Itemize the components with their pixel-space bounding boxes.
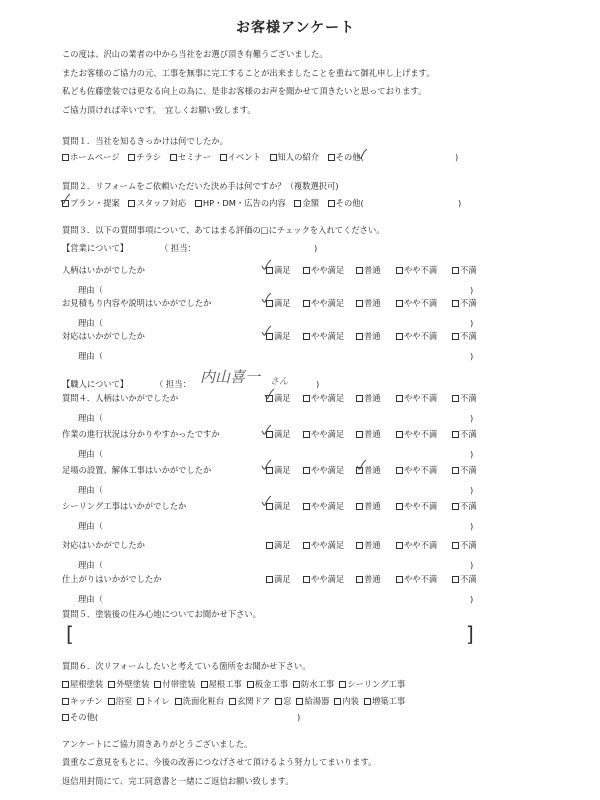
checkbox[interactable] [247, 681, 254, 688]
q2-option-plan[interactable]: プラン・提案 [62, 199, 120, 207]
reason-label: 理由（ [78, 285, 103, 295]
rating-option[interactable] [396, 430, 437, 438]
rating-option-label: やや満足 [311, 393, 345, 403]
q6-option-label: 付帯塗装 [162, 679, 196, 689]
checkbox[interactable] [452, 395, 459, 402]
reason-close: ) [470, 318, 474, 328]
rating-option[interactable] [303, 541, 344, 549]
q6-option-label: 屋根塗装 [70, 679, 104, 689]
checkbox[interactable] [356, 542, 363, 549]
q6-option[interactable] [293, 680, 334, 688]
checkbox[interactable] [303, 395, 310, 402]
checkbox[interactable] [175, 698, 182, 705]
reason-label: 理由（ [78, 560, 103, 570]
q6-option-label: 洗面化粧台 [182, 696, 225, 706]
rating-option[interactable] [303, 332, 344, 340]
q6-option-label: 板金工事 [254, 679, 289, 689]
reason-close: ) [470, 351, 474, 361]
reason-field[interactable] [110, 448, 460, 460]
closing-line-2: 貴重なご意見をもとに、今後の改善につなげさせて頂けるよう努力してまいります。 [62, 757, 377, 767]
checkbox[interactable] [452, 503, 459, 510]
rating-option-label: 不満 [460, 574, 477, 584]
rating-option-label: 普通 [364, 331, 381, 341]
q6-option[interactable] [275, 697, 291, 705]
checkbox[interactable] [62, 200, 69, 207]
reason-label: 理由（ [78, 449, 103, 459]
q6-option[interactable] [108, 680, 149, 688]
rating-option[interactable] [396, 575, 437, 583]
rating-option[interactable] [356, 466, 381, 474]
checkbox[interactable] [364, 698, 371, 705]
rating-option[interactable] [266, 266, 291, 274]
rating-option[interactable] [303, 299, 344, 307]
checkbox[interactable] [356, 503, 363, 510]
rating-row-label: 質問４．人柄はいかがでしたか [62, 393, 179, 403]
rating-option[interactable] [452, 541, 477, 549]
reason-close: ) [470, 413, 474, 423]
checkbox[interactable] [396, 467, 403, 474]
reason-label: 理由（ [78, 413, 103, 423]
checkbox[interactable] [452, 431, 459, 438]
page-title: お客様アンケート [236, 20, 356, 36]
rating-option-label: 満足 [274, 540, 291, 550]
rating-option[interactable] [396, 332, 437, 340]
rating-option-label: やや不満 [404, 574, 438, 584]
rating-option[interactable] [396, 466, 437, 474]
q6-option-label: 外壁塗装 [116, 679, 150, 689]
rating-option[interactable] [303, 502, 344, 510]
reason-close: ) [470, 560, 474, 570]
checkbox[interactable] [266, 503, 273, 510]
intro-line-1: この度は、沢山の業者の中から当社をお選び頂き有難うございました。 [62, 49, 328, 59]
reason-field[interactable] [110, 317, 460, 329]
rating-option-label: やや不満 [404, 540, 438, 550]
rating-option[interactable] [452, 299, 477, 307]
rating-option-label: 不満 [460, 465, 477, 475]
checkbox[interactable] [303, 467, 310, 474]
rating-option[interactable] [266, 502, 291, 510]
q5-answer-open-bracket: [ [66, 622, 74, 646]
rating-option-label: 満足 [274, 429, 291, 439]
q2-option-staff[interactable]: スタッフ対応 [128, 199, 186, 207]
q6-options-line-1 [62, 680, 410, 688]
checkbox[interactable] [296, 698, 303, 705]
rating-option[interactable] [303, 575, 344, 583]
checkbox[interactable] [396, 431, 403, 438]
checkbox[interactable] [170, 154, 177, 161]
checkbox[interactable] [195, 200, 202, 207]
reason-field[interactable] [110, 412, 460, 424]
checkbox[interactable] [266, 333, 273, 340]
rating-row-label: 足場の設置、解体工事はいかがでしたか [62, 465, 212, 475]
checkbox[interactable] [266, 542, 273, 549]
checkbox[interactable] [108, 698, 115, 705]
q1-option-flyer[interactable]: チラシ [128, 153, 161, 161]
rating-option-label: 満足 [274, 574, 291, 584]
reason-close: ) [470, 485, 474, 495]
checkbox[interactable] [266, 431, 273, 438]
reason-field[interactable] [110, 593, 460, 605]
q6-label: 質問６．次リフォームしたいと考えている箇所をお聞かせ下さい。 [62, 661, 311, 671]
q1-option-seminar[interactable]: セミナー [170, 153, 211, 161]
checkbox[interactable] [220, 154, 227, 161]
rating-option-label: 満足 [274, 298, 291, 308]
rating-option[interactable] [452, 502, 477, 510]
rating-option-label: やや不満 [404, 501, 438, 511]
q6-option[interactable] [229, 697, 270, 705]
q6-option[interactable] [137, 697, 169, 705]
rating-option[interactable] [266, 541, 291, 549]
checkbox[interactable] [396, 503, 403, 510]
rating-option-label: やや満足 [311, 265, 345, 275]
q1-options [62, 153, 370, 161]
rating-option-label: 満足 [274, 465, 291, 475]
closing-line-3: 返信用封筒にて、完工同意書と一緒にご返信お願い致します。 [62, 776, 294, 786]
rating-option-label: 満足 [274, 331, 291, 341]
rating-option[interactable] [266, 575, 291, 583]
sales-staff-label: （ 担当： [160, 243, 196, 253]
q2-option-price[interactable]: 金額 [294, 199, 319, 207]
q6-option-label: シーリング工事 [347, 679, 406, 689]
reason-close: ) [470, 521, 474, 531]
rating-option-label: やや不満 [404, 265, 438, 275]
checkbox[interactable] [339, 681, 346, 688]
checkbox[interactable] [266, 467, 273, 474]
rating-option-label: 満足 [274, 265, 291, 275]
intro-line-4: ご協力頂ければ幸いです。 宜しくお願い致します。 [62, 105, 256, 115]
q6-option-label: 玄関ドア [237, 696, 271, 706]
reason-label: 理由（ [78, 351, 103, 361]
sales-staff-close: ) [314, 243, 318, 253]
rating-option-label: 普通 [364, 540, 381, 550]
q1-option-event[interactable]: イベント [220, 153, 261, 161]
q6-option-label: 給湯器 [304, 696, 330, 706]
checkbox[interactable] [452, 300, 459, 307]
rating-option[interactable] [452, 266, 477, 274]
checkbox[interactable] [396, 267, 403, 274]
rating-option-label: 普通 [364, 501, 381, 511]
rating-option[interactable] [356, 502, 381, 510]
rating-option[interactable] [266, 394, 291, 402]
rating-option-label: やや満足 [311, 298, 345, 308]
rating-option[interactable] [356, 266, 381, 274]
q6-option[interactable] [339, 680, 405, 688]
rating-option[interactable] [266, 430, 291, 438]
rating-option[interactable] [266, 299, 291, 307]
rating-option[interactable] [452, 394, 477, 402]
q6-option-other[interactable]: その他( [62, 713, 98, 721]
checkbox[interactable] [396, 300, 403, 307]
reason-field[interactable] [110, 284, 460, 296]
checkbox[interactable] [266, 576, 273, 583]
rating-option-label: やや満足 [311, 465, 345, 475]
reason-label: 理由（ [78, 521, 103, 531]
rating-option[interactable] [396, 299, 437, 307]
q6-options-line-2 [62, 697, 410, 705]
checkbox[interactable] [396, 576, 403, 583]
checkbox[interactable] [128, 200, 135, 207]
rating-option[interactable] [303, 430, 344, 438]
checkbox[interactable] [294, 200, 301, 207]
checkbox[interactable] [452, 267, 459, 274]
rating-option[interactable] [452, 430, 477, 438]
rating-option[interactable] [396, 541, 437, 549]
rating-option[interactable] [356, 332, 381, 340]
rating-option[interactable] [356, 541, 381, 549]
q6-option-label: 防水工事 [301, 679, 335, 689]
rating-option-label: やや満足 [311, 429, 345, 439]
checkbox[interactable] [108, 681, 115, 688]
checkbox[interactable] [356, 267, 363, 274]
checkbox[interactable] [62, 681, 69, 688]
q1-option-other[interactable]: その他( [328, 153, 364, 161]
q6-option[interactable] [62, 680, 103, 688]
rating-option-label: 満足 [274, 393, 291, 403]
checkbox[interactable] [303, 503, 310, 510]
q1-other-close: ) [455, 152, 459, 162]
reason-label: 理由（ [78, 594, 103, 604]
rating-option-label: やや満足 [311, 540, 345, 550]
checkbox[interactable] [452, 467, 459, 474]
checkbox[interactable] [334, 698, 341, 705]
checkbox[interactable] [154, 681, 161, 688]
q6-option[interactable] [175, 697, 225, 705]
checkbox[interactable] [356, 300, 363, 307]
rating-option[interactable] [356, 575, 381, 583]
checkbox[interactable] [303, 542, 310, 549]
q2-other-close: ) [458, 198, 462, 208]
rating-option[interactable] [266, 466, 291, 474]
checkbox[interactable] [293, 681, 300, 688]
rating-option[interactable] [396, 266, 437, 274]
rating-option-label: 普通 [364, 393, 381, 403]
q6-option[interactable] [247, 680, 288, 688]
intro-line-2: またお客様のご協力の元、工事を無事に完工することが出来ましたことを重ねて御礼申し上げます。 [62, 68, 435, 78]
q3-label: 質問３．以下の質問事項について、あてはまる評価の□にチェックを入れてください。 [62, 225, 385, 235]
rating-option[interactable] [396, 502, 437, 510]
craft-section-header: 【職人について】 [62, 379, 129, 389]
q6-option[interactable] [154, 680, 195, 688]
rating-row-label: 対応はいかがでしたか [62, 540, 145, 550]
q1-option-referral[interactable]: 知人の紹介 [270, 153, 320, 161]
q6-other-close: ) [297, 712, 301, 722]
rating-option[interactable] [452, 332, 477, 340]
q6-option-label: 内装 [342, 696, 359, 706]
rating-option-label: やや不満 [404, 298, 438, 308]
reason-field[interactable] [110, 559, 460, 571]
reason-label: 理由（ [78, 318, 103, 328]
checkbox[interactable] [328, 200, 335, 207]
reason-close: ) [470, 594, 474, 604]
checkbox[interactable] [452, 333, 459, 340]
q2-option-ads[interactable]: HP・DM・広告の内容 [195, 199, 286, 207]
rating-option-label: 満足 [274, 501, 291, 511]
rating-option-label: 普通 [364, 298, 381, 308]
rating-option-label: 不満 [460, 393, 477, 403]
q6-option-label: 増築工事 [371, 696, 406, 706]
checkbox[interactable] [62, 698, 69, 705]
checkbox[interactable] [356, 431, 363, 438]
q6-option[interactable] [334, 697, 359, 705]
q6-option-label: キッチン [70, 696, 103, 706]
reason-close: ) [470, 449, 474, 459]
rating-row-label: 作業の進行状況は分かりやすかったですか [62, 429, 220, 439]
q5-answer-close-bracket: ] [466, 622, 474, 646]
checkbox[interactable] [303, 333, 310, 340]
checkbox[interactable] [62, 154, 69, 161]
rating-option[interactable] [303, 394, 344, 402]
craft-staff-name: 内山喜一 [200, 368, 261, 386]
checkbox[interactable] [452, 542, 459, 549]
sales-section-header: 【営業について】 [62, 243, 129, 253]
checkbox[interactable] [62, 714, 69, 721]
checkbox[interactable] [396, 395, 403, 402]
q2-options [62, 199, 370, 207]
q6-option-label: 浴室 [115, 696, 133, 706]
reason-label: 理由（ [78, 485, 103, 495]
rating-option-label: 不満 [460, 331, 477, 341]
q6-option-label: 窓 [283, 696, 292, 706]
rating-option-label: 普通 [364, 429, 381, 439]
q1-option-homepage[interactable]: ホームページ [62, 153, 120, 161]
reason-field[interactable] [110, 484, 460, 496]
rating-option-label: やや不満 [404, 465, 438, 475]
checkbox[interactable] [303, 576, 310, 583]
checkbox[interactable] [201, 681, 208, 688]
rating-option[interactable] [356, 394, 381, 402]
checkbox[interactable] [356, 467, 363, 474]
q6-option-label: 屋根工事 [208, 679, 242, 689]
intro-line-3: 私ども佐藤塗装では更なる向上の為に、是非お客様のお声を聞かせて頂きたいと思っております。 [62, 86, 427, 96]
checkbox[interactable] [356, 576, 363, 583]
rating-row-label: 対応はいかがでしたか [62, 331, 145, 341]
q6-option-label: トイレ [145, 696, 170, 706]
rating-option[interactable] [356, 299, 381, 307]
rating-option[interactable] [303, 466, 344, 474]
rating-option-label: 不満 [460, 265, 477, 275]
checkbox[interactable] [328, 154, 335, 161]
checkbox[interactable] [229, 698, 236, 705]
rating-option-label: やや不満 [404, 331, 438, 341]
checkbox[interactable] [303, 431, 310, 438]
q6-option[interactable] [108, 697, 133, 705]
checkbox[interactable] [266, 267, 273, 274]
q2-option-other[interactable]: その他( [328, 199, 364, 207]
craft-staff-suffix: さん [270, 377, 289, 387]
q2-label: 質問２．リフォームをご依頼いただいた決め手は何ですか？（複数選択可) [62, 181, 339, 191]
rating-option-label: 不満 [460, 540, 477, 550]
checkbox[interactable] [396, 542, 403, 549]
q6-option[interactable] [62, 697, 103, 705]
rating-option-label: 不満 [460, 501, 477, 511]
rating-option[interactable] [396, 394, 437, 402]
q6-option[interactable] [364, 697, 405, 705]
rating-option[interactable] [452, 466, 477, 474]
rating-option-label: 普通 [364, 265, 381, 275]
reason-close: ) [470, 285, 474, 295]
q5-label: 質問５．塗装後の住み心地についてお聞かせ下さい。 [62, 609, 261, 619]
checkbox[interactable] [270, 154, 277, 161]
rating-row-label: お見積もり内容や説明はいかがでしたか [62, 298, 212, 308]
checkbox[interactable] [275, 698, 282, 705]
checkbox[interactable] [452, 576, 459, 583]
rating-option-label: やや満足 [311, 331, 345, 341]
craft-staff-label: （ 担当： [155, 379, 191, 389]
rating-option-label: 不満 [460, 429, 477, 439]
rating-option-label: 普通 [364, 574, 381, 584]
rating-option-label: やや不満 [404, 393, 438, 403]
checkbox[interactable] [266, 395, 273, 402]
rating-option[interactable] [356, 430, 381, 438]
rating-option-label: 不満 [460, 298, 477, 308]
rating-option[interactable] [303, 266, 344, 274]
checkbox[interactable] [266, 300, 273, 307]
q5-answer-field[interactable] [80, 624, 460, 644]
rating-row-label: シーリング工事はいかがでしたか [62, 501, 187, 511]
checkbox[interactable] [356, 333, 363, 340]
checkbox[interactable] [128, 154, 135, 161]
rating-option-label: やや不満 [404, 429, 438, 439]
q6-option[interactable] [201, 680, 242, 688]
checkbox[interactable] [356, 395, 363, 402]
rating-option[interactable] [452, 575, 477, 583]
checkbox[interactable] [396, 333, 403, 340]
q1-label: 質問１．当社を知るきっかけは何でしたか。 [62, 136, 228, 146]
rating-option-label: 普通 [364, 465, 381, 475]
rating-row-label: 人柄はいかがでしたか [62, 265, 145, 275]
rating-option-label: やや満足 [311, 501, 345, 511]
rating-option[interactable] [266, 332, 291, 340]
checkbox[interactable] [137, 698, 144, 705]
closing-line-1: アンケートにご協力頂きありがとうございました。 [62, 739, 253, 749]
reason-field[interactable] [110, 350, 460, 362]
q6-option[interactable] [296, 697, 329, 705]
rating-option-label: やや満足 [311, 574, 345, 584]
craft-staff-close: ) [316, 379, 320, 389]
checkbox[interactable] [303, 300, 310, 307]
reason-field[interactable] [110, 520, 460, 532]
checkbox[interactable] [303, 267, 310, 274]
rating-row-label: 仕上がりはいかがでしたか [62, 574, 162, 584]
